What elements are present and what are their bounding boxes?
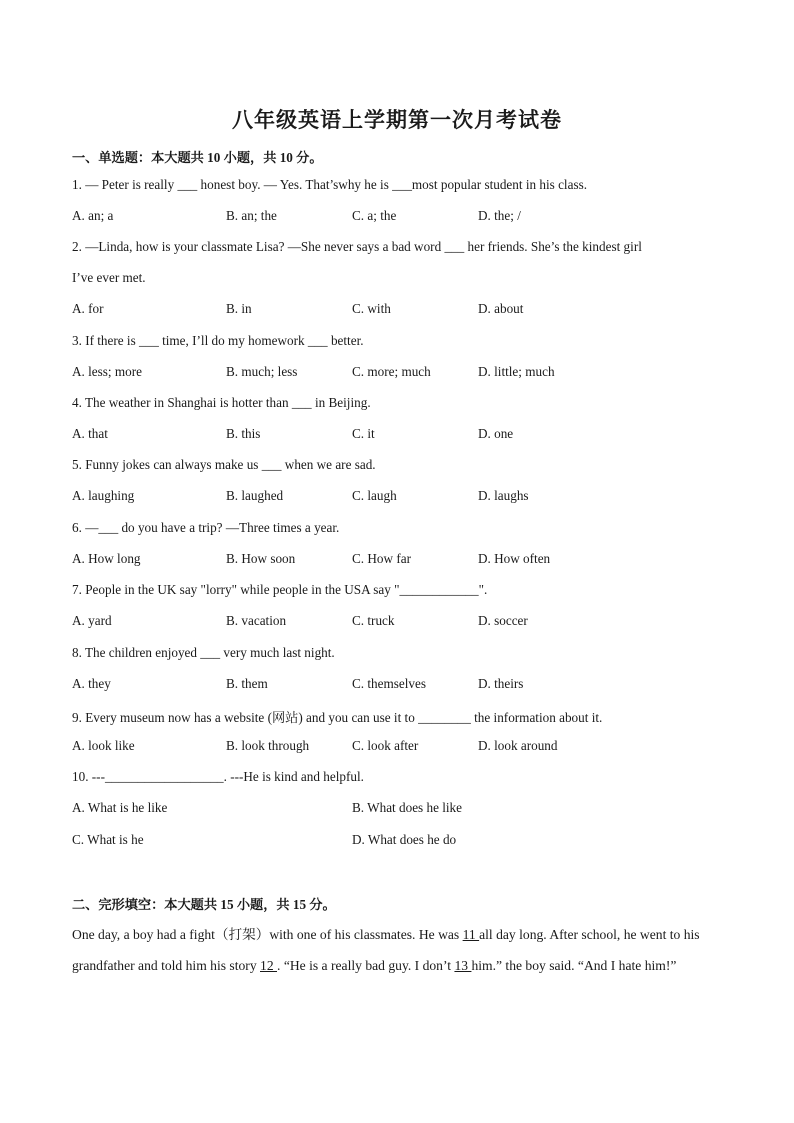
q4-option-a: A. that <box>72 426 108 441</box>
q2-option-c: C. with <box>352 301 391 316</box>
blank-11: 11 <box>462 927 480 942</box>
q7-option-c: C. truck <box>352 613 395 628</box>
q10-option-c: C. What is he <box>72 832 144 847</box>
q1-option-b: B. an; the <box>226 208 277 223</box>
cloze-passage <box>72 919 722 981</box>
q7-option-d: D. soccer <box>478 613 528 628</box>
q6-option-b: B. How soon <box>226 551 296 566</box>
q10-option-d: D. What does he do <box>352 832 457 847</box>
q2-option-a: A. for <box>72 301 104 316</box>
q2-option-d: D. about <box>478 301 524 316</box>
section-2-heading: 二、完形填空：本大题共 15 小题，共 15 分。 <box>72 897 336 912</box>
question-6-stem: 6. —___ do you have a trip? —Three times a year. <box>72 520 340 535</box>
q6-option-c: C. How far <box>352 551 411 566</box>
blank-12: 12 <box>260 958 278 973</box>
question-5-stem: 5. Funny jokes can always make us ___ when we are sad. <box>72 457 376 472</box>
q4-option-d: D. one <box>478 426 514 441</box>
q5-option-a: A. laughing <box>72 488 135 503</box>
passage-text-3: . “He is a really bad guy. I don’t <box>277 958 455 973</box>
q3-option-c: C. more; much <box>352 364 431 379</box>
q1-option-c: C. a; the <box>352 208 397 223</box>
q9-option-b: B. look through <box>226 738 310 753</box>
q1-option-d: D. the; / <box>478 208 521 223</box>
q5-option-b: B. laughed <box>226 488 284 503</box>
question-8-stem: 8. The children enjoyed ___ very much last night. <box>72 645 335 660</box>
question-7-stem: 7. People in the UK say "lorry" while people in the USA say "____________". <box>72 582 488 597</box>
q3-option-a: A. less; more <box>72 364 142 379</box>
q10-option-a: A. What is he like <box>72 800 168 815</box>
question-3-stem: 3. If there is ___ time, I’ll do my homework ___ better. <box>72 333 364 348</box>
q5-option-d: D. laughs <box>478 488 529 503</box>
blank-13: 13 <box>454 958 472 973</box>
q6-option-d: D. How often <box>478 551 551 566</box>
passage-text-2: all day long. After school, he went to his grandfather and told him his story <box>72 927 700 973</box>
passage-text-4: him.” the boy said. “And I hate him!” <box>471 958 677 973</box>
q4-option-c: C. it <box>352 426 375 441</box>
q8-option-b: B. them <box>226 676 268 691</box>
q7-option-b: B. vacation <box>226 613 287 628</box>
q8-option-c: C. themselves <box>352 676 426 691</box>
q4-option-b: B. this <box>226 426 261 441</box>
q3-option-d: D. little; much <box>478 364 555 379</box>
q2-option-b: B. in <box>226 301 252 316</box>
q10-option-b: B. What does he like <box>352 800 462 815</box>
q9-option-d: D. look around <box>478 738 558 753</box>
q8-option-a: A. they <box>72 676 111 691</box>
question-10-stem: 10. ---__________________. ---He is kind and helpful. <box>72 769 364 784</box>
question-2-stem-cont: I’ve ever met. <box>72 270 146 285</box>
q9-option-a: A. look like <box>72 738 135 753</box>
page-title: 八年级英语上学期第一次月考试卷 <box>232 108 562 132</box>
q8-option-d: D. theirs <box>478 676 524 691</box>
question-4-stem: 4. The weather in Shanghai is hotter than ___ in Beijing. <box>72 395 371 410</box>
q1-option-a: A. an; a <box>72 208 114 223</box>
section-1-heading: 一、单选题：本大题共 10 小题，共 10 分。 <box>72 150 323 165</box>
question-1-stem: 1. — Peter is really ___ honest boy. — Yes. That’swhy he is ___most popular student in his class. <box>72 177 588 192</box>
question-2-stem: 2. —Linda, how is your classmate Lisa? —She never says a bad word ___ her friends. She’s the kindest girl <box>72 239 642 254</box>
q7-option-a: A. yard <box>72 613 112 628</box>
passage-text-1: One day, a boy had a fight（打架）with one of his classmates. He was <box>72 927 463 942</box>
q3-option-b: B. much; less <box>226 364 298 379</box>
q6-option-a: A. How long <box>72 551 141 566</box>
q5-option-c: C. laugh <box>352 488 397 503</box>
q9-option-c: C. look after <box>352 738 419 753</box>
question-9-stem: 9. Every museum now has a website (网站) and you can use it to ________ the information about it. <box>72 710 603 725</box>
